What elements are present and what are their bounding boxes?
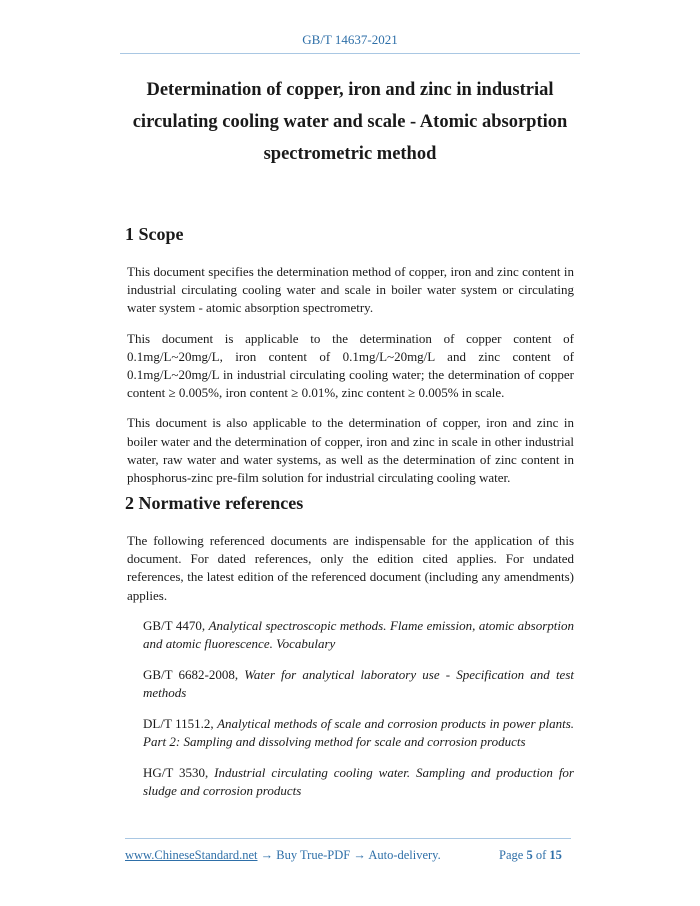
scope-paragraph-3: This document is also applicable to the determination of copper, iron and zinc in boiler water and the determination of copper, iron and zinc in scale in other industrial water, raw water and water systems, as well as the determination of zinc content in phosphorus-zinc pre-film solution for industrial circulating cooling water. (127, 415, 574, 486)
arrow-icon: → (260, 848, 274, 862)
site-link[interactable]: www.ChineseStandard.net (125, 848, 258, 862)
reference-title: Analytical methods of scale and corrosion products in power plants. Part 2: Sampling and dissolving method for scale and corrosion products (143, 715, 575, 750)
page-current: 5 (526, 848, 533, 862)
normative-references-body (127, 532, 574, 813)
references-intro: The following referenced documents are indispensable for the application of this document. For dated references, only the edition cited applies. For undated references, the latest edition of the referenced document (including any amendments) applies. (127, 533, 574, 603)
reference-item (143, 666, 574, 703)
header-standard-code: GB/T 14637-2021 (302, 32, 398, 47)
document-title (110, 74, 590, 170)
buy-pdf-text: Buy True-PDF (276, 848, 351, 862)
header-divider (120, 53, 580, 54)
page-label: Page (499, 848, 524, 862)
reference-list (127, 617, 574, 801)
footer-links (125, 848, 441, 863)
page-of: of (535, 848, 547, 862)
auto-delivery-text: Auto-delivery. (368, 848, 441, 862)
title-line-3: spectrometric method (263, 144, 437, 164)
reference-item (143, 764, 574, 801)
reference-item (143, 617, 574, 654)
title-line-1: Determination of copper, iron and zinc in industrial (146, 80, 554, 100)
reference-title: Analytical spectroscopic methods. Flame emission, atomic absorption and atomic fluorescence. Vocabulary (143, 617, 574, 652)
scope-section-body (127, 263, 574, 499)
reference-item (143, 715, 574, 752)
arrow-icon: → (353, 848, 366, 862)
reference-title: Industrial circulating cooling water. Sampling and production for sludge and corrosion products (143, 764, 574, 799)
page-total: 15 (549, 848, 562, 862)
reference-title: Water for analytical laboratory use - Specification and test methods (143, 666, 574, 701)
reference-code: GB/T 4470, (143, 617, 206, 633)
section-2-heading: 2 Normative references (125, 493, 304, 513)
scope-paragraph-2: This document is applicable to the determination of copper content of 0.1mg/L~20mg/L, iron content of 0.1mg/L~20mg/L and zinc content of 0.1mg/L~20mg/L in industrial circulating cooling water; the determination of copper content ≥ 0.005%, iron content ≥ 0.01%, zinc content ≥ 0.005% in scale. (127, 330, 574, 401)
footer-divider (125, 838, 571, 839)
reference-code: HG/T 3530, (143, 764, 209, 780)
scope-paragraph-1: This document specifies the determination method of copper, iron and zinc content in industrial circulating cooling water and scale in boiler water system or circulating water system - atomic absorption spectrometry. (127, 264, 574, 316)
reference-code: DL/T 1151.2, (143, 715, 214, 731)
reference-code: GB/T 6682-2008, (143, 666, 239, 682)
page-number (499, 848, 562, 863)
section-1-heading: 1 Scope (125, 224, 184, 244)
title-line-2: circulating cooling water and scale - Atomic absorption (132, 112, 568, 132)
